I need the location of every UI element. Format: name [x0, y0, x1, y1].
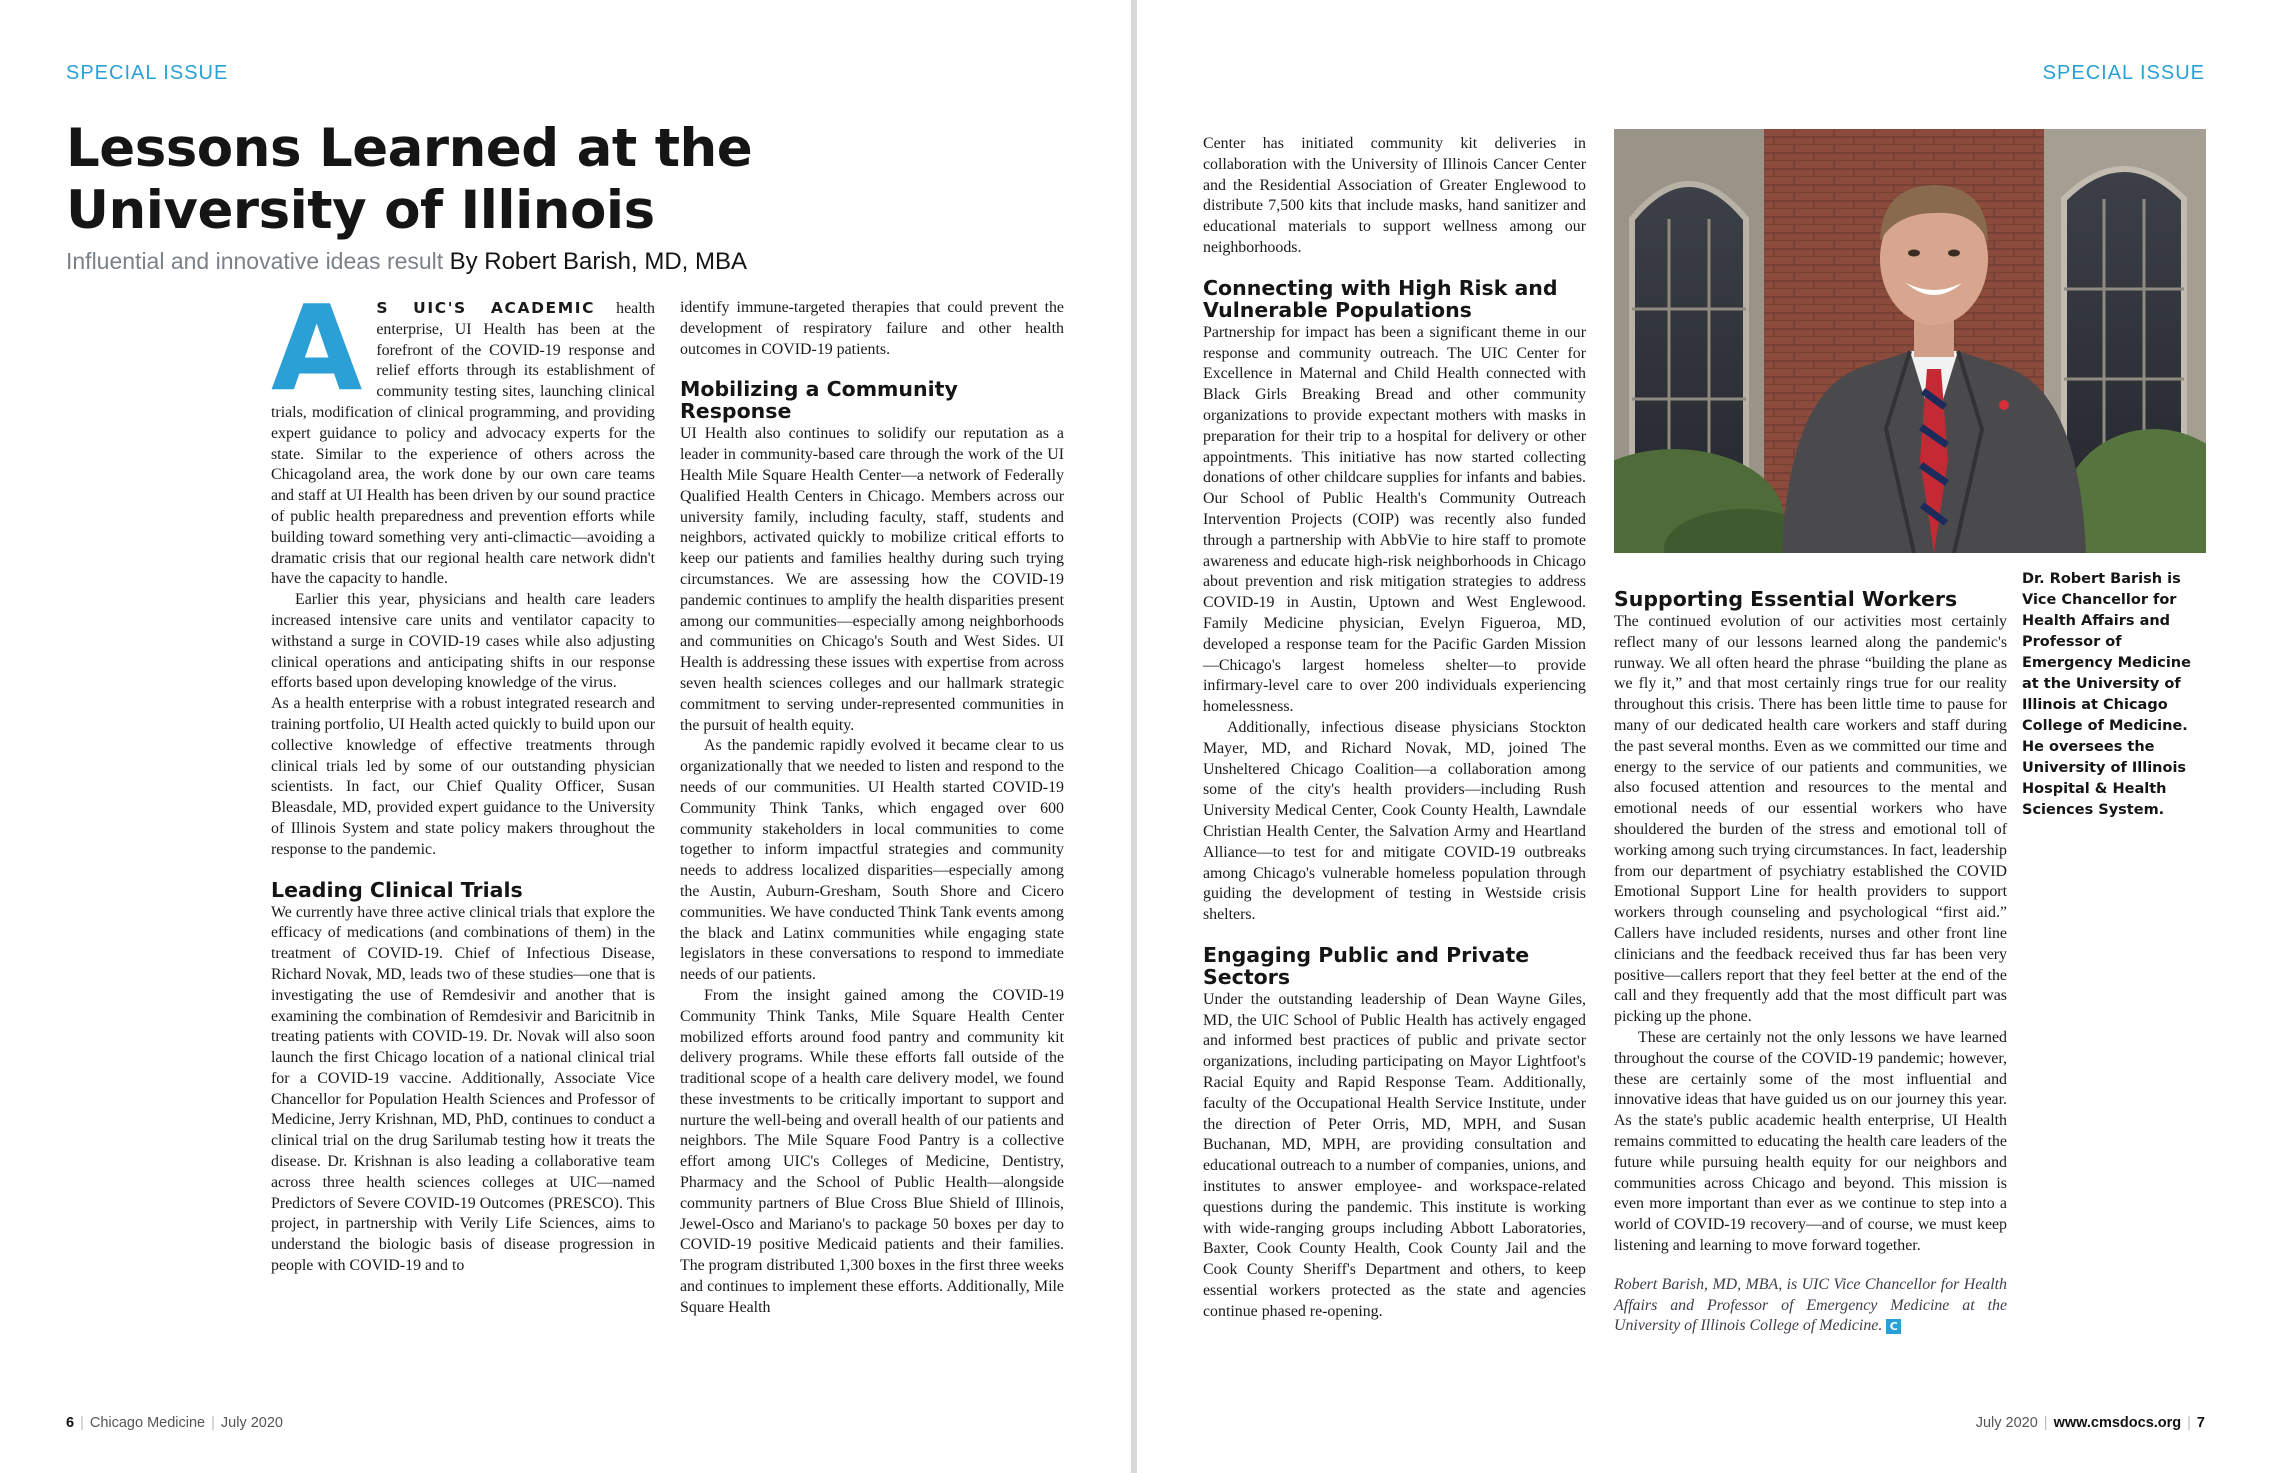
left-page: [0, 0, 1131, 1473]
section-heading: Supporting Essential Workers: [1614, 587, 1958, 611]
body-paragraph: We currently have three active clinical trials that explore the efficacy of medications (and combinations of them) in the treatment of COVID-19. Chief of Infectious Disease, Richard Novak, MD, leads two of these studies—one that is investigating the use of Remdesivir and another that is examining the combination of Remdesivir and Baricitnib in treating patients with COVID-19. Dr. Novak will also soon launch the first Chicago location of a national clinical trial for a COVID-19 vaccine. Additionally, Associate Vice Chancellor for Population Health Sciences and Professor of Medicine, Jerry Krishnan, MD, PhD, continues to conduct a clinical trial on the drug Sarilumab testing how it treats the disease. Dr. Krishnan is also leading a collaborative team across three health sciences colleges at UIC—named Predictors of Severe COVID-19 Outcomes (PRESCO). This project, in partnership with Verily Life Sciences, aims to understand the biologic basis of disease progression in people with COVID-19 and to: [271, 903, 655, 1275]
column-3: [1203, 134, 1586, 1323]
photo-caption: Dr. Robert Barish is Vice Chancellor for Health Affairs and Professor of Emergency Medicine at the University of Illinois at Chicago College of Medicine. He oversees the University of Illinois Hospital & Health Sciences System.: [2022, 571, 2191, 818]
intro-paragraph: S UIC'S ACADEMIC health enterprise, UI Health has been at the forefront of the COVID-19 response and relief efforts through its establishment of community testing sites, launching clinical trials, modification of clinical programming, and providing expert guidance to policy and advocacy experts for the state. Similar to the experience of others across the Chicagoland area, the work done by our own care teams and staff at UI Health has been driven by our sound practice of public health preparedness and prevention efforts while building toward something very anti-climactic—avoiding a dramatic crisis that our regional health care network didn't have the capacity to handle.: [271, 299, 655, 588]
body-paragraph: Earlier this year, physicians and health care leaders increased intensive care units and ventilator capacity to withstand a surge in COVID-19 cases while also adjusting clinical operations and anticipating shifts in our response efforts based upon developing knowledge of the virus.: [271, 591, 655, 692]
author-bio: Robert Barish, MD, MBA, is UIC Vice Chancellor for Health Affairs and Professor of Emergency Medicine at the University of Illinois College of Medicine. C: [1614, 1275, 2007, 1335]
end-mark-icon: C: [1886, 1319, 1901, 1334]
body-paragraph: The continued evolution of our activities most certainly reflect many of our lessons learned along the pandemic's runway. We all often heard the phrase “building the plane as we fly it,” and that most certainly rings true for our reality throughout this crisis. There has been little time to pause for many of our dedicated health care workers and staff during the past several months. Even as we committed our time and energy to the service of our patients and communities, we also focused attention and resources to the mental and emotional needs of our essential workers who have shouldered the burden of the stress and emotional toll of working among such trying circumstances. In fact, leadership from our department of psychiatry established the COVID Emotional Support Line for health providers to support workers through counseling and psychological “first aid.” Callers have included residents, nurses and other front line clinicians and the feedback received thus far has been very positive—callers report that they feel better at the end of the call and they frequently add that the most difficult part was picking up the phone.: [1614, 613, 2007, 1026]
section-label: SPECIAL ISSUE: [66, 62, 229, 84]
section-label: SPECIAL ISSUE: [2042, 62, 2205, 84]
body-paragraph: As a health enterprise with a robust integrated research and training portfolio, UI Health acted quickly to build upon our collective knowledge of effective treatments through clinical trials led by some of our outstanding physician scientists. In fact, our Chief Quality Officer, Susan Bleasdale, MD, provided expert guidance to the University of Illinois System and state policy makers throughout the response to the pandemic.: [271, 695, 655, 858]
drop-cap: A: [271, 279, 363, 417]
issue-date: July 2020: [220, 1415, 283, 1431]
column-4: [1614, 588, 2007, 1337]
body-paragraph: As the pandemic rapidly evolved it became clear to us organizationally that we needed to listen and respond to the needs of our communities. UI Health started COVID-19 Community Think Tanks, which engaged over 600 community stakeholders in local communities to come together to inform impactful strategies and community needs to address localized disparities—especially among the Austin, Auburn-Gresham, South Shore and Cicero communities. We have conducted Think Tank events among the black and Latinx communities while engaging state legislators in these conversations to respond to immediate needs of our patients.: [680, 737, 1064, 984]
article-deck: [66, 248, 747, 276]
issue-date: July 2020: [1975, 1415, 2038, 1431]
column-2: [680, 298, 1064, 1319]
column-1: [271, 279, 655, 1277]
page-number: 6: [66, 1415, 75, 1431]
page-footer: 6 | Chicago Medicine | July 2020: [66, 1415, 283, 1431]
portrait-illustration: [1614, 129, 2206, 553]
portrait-photo: [1614, 129, 2206, 553]
section-heading: Mobilizing a Community Response: [680, 377, 958, 424]
lead-in-caps: S UIC'S ACADEMIC: [376, 299, 596, 317]
body-paragraph: Under the outstanding leadership of Dean Wayne Giles, MD, the UIC School of Public Health has actively engaged and informed best practices of public and private sector organizations, including participating on Mayor Lightfoot's Racial Equity and Rapid Response Team. Additionally, faculty of the Occupational Health Service Institute, under the direction of Peter Orris, MD, MPH, and Susan Buchanan, MD, MPH, are providing consultation and educational outreach to a number of companies, unions, and institutes to answer employee- and workspace-related questions during the pandemic. This institute is working with wide-ranging groups including Abbott Laboratories, Baxter, Cook County Health, Cook County Jail and the Cook County Sheriff's Department and others, to keep essential workers protected as the state and agencies continue phased re-opening.: [1203, 990, 1586, 1320]
section-heading: Engaging Public and Private Sectors: [1203, 942, 1530, 989]
body-paragraph: These are certainly not the only lessons we have learned throughout the course of the COVID-19 pandemic; however, these are certainly some of the most influential and innovative ideas that have guided us on our journey this year. As the state's public academic health enterprise, UI Health remains committed to educating the health care leaders of the future while pursuing health equity for our neighbors and communities across Chicago and beyond. This mission is even more important than ever as we continue to step into a world of COVID-19 recovery—and of course, we must keep listening and learning to move forward together.: [1614, 1028, 2007, 1254]
section-heading: Connecting with High Risk and Vulnerable Populations: [1203, 275, 1558, 322]
article-title: Lessons Learned at the University of Illinois: [66, 118, 753, 241]
body-paragraph: Additionally, infectious disease physicians Stockton Mayer, MD, and Richard Novak, MD, joined The Unsheltered Chicago Coalition—a collaboration among some of the city's health providers—including Rush University Medical Center, Cook County Health, Lawndale Christian Health Center, the Salvation Army and Heartland Alliance—to test for and mitigate COVID-19 outbreaks among Chicago's vulnerable homeless population through guiding the development of testing in Westside crisis shelters.: [1203, 718, 1586, 924]
page-footer: July 2020 | www.cmsdocs.org | 7: [1975, 1415, 2205, 1431]
body-paragraph: From the insight gained among the COVID-19 Community Think Tanks, Mile Square Health Center mobilized efforts around food pantry and community kit delivery programs. While these efforts fall outside of the traditional scope of a health care delivery model, we found these investments to be critically important to support and nurture the well-being and overall health of our patients and neighbors. The Mile Square Food Pantry is a collective effort among UIC's Colleges of Medicine, Dentistry, Pharmacy and the School of Public Health—alongside community partners of Blue Cross Blue Shield of Illinois, Jewel-Osco and Mariano's to package 50 boxes per day to COVID-19 positive Medicaid patients and their families. The program distributed 1,300 boxes in the first three weeks and continues to implement these efforts. Additionally, Mile Square Health: [680, 986, 1064, 1316]
website-link[interactable]: www.cmsdocs.org: [2053, 1415, 2182, 1431]
page-number: 7: [2196, 1415, 2205, 1431]
body-paragraph: identify immune-targeted therapies that could prevent the development of respiratory failure and other health outcomes in COVID-19 patients.: [680, 299, 1064, 358]
publication-name: Chicago Medicine: [89, 1415, 206, 1431]
right-page: [1137, 0, 2271, 1473]
body-paragraph: Center has initiated community kit deliveries in collaboration with the University of Illinois Cancer Center and the Residential Association of Greater Englewood to distribute 7,500 kits that include masks, hand sanitizer and educational materials to support wellness among our neighborhoods.: [1203, 135, 1586, 256]
byline: By Robert Barish, MD, MBA: [449, 248, 747, 275]
body-paragraph: Partnership for impact has been a significant theme in our response and community outreach. The UIC Center for Excellence in Maternal and Child Health connected with Black Girls Breaking Bread and other community organizations to provide expectant mothers with masks in preparation for their trip to a hospital for delivery or other appointments. This initiative has now started collecting donations of other childcare supplies for infants and babies. Our School of Public Health's Community Outreach Intervention Projects (COIP) was recently also funded through a partnership with AbbVie to hire staff to promote awareness and educate high-risk neighborhoods in Chicago about prevention and risk mitigation strategies to address COVID-19 in Austin, Uptown and West Englewood. Family Medicine physician, Evelyn Figueroa, MD, developed a response team for the Pacific Garden Mission—Chicago's largest homeless shelter—to provide infirmary-level care to over 200 individuals experiencing homelessness.: [1203, 323, 1586, 716]
section-heading: Leading Clinical Trials: [271, 877, 523, 902]
body-paragraph: UI Health also continues to solidify our reputation as a leader in community-based care through the work of the UI Health Mile Square Health Center—a network of Federally Qualified Health Centers in Chicago. Members across our university family, including faculty, staff, students and neighbors, activated quickly to mobilize critical efforts to keep our patients and families healthy during such trying circumstances. We are assessing how the COVID-19 pandemic continues to amplify the health disparities present among our communities—especially among neighborhoods and communities on Chicago's South and West Sides. UI Health is addressing these issues with expertise from across seven health sciences colleges and our hallmark strategic commitment to serving under-represented communities in the pursuit of health equity.: [680, 425, 1064, 734]
deck-text: Influential and innovative ideas result: [66, 248, 444, 274]
